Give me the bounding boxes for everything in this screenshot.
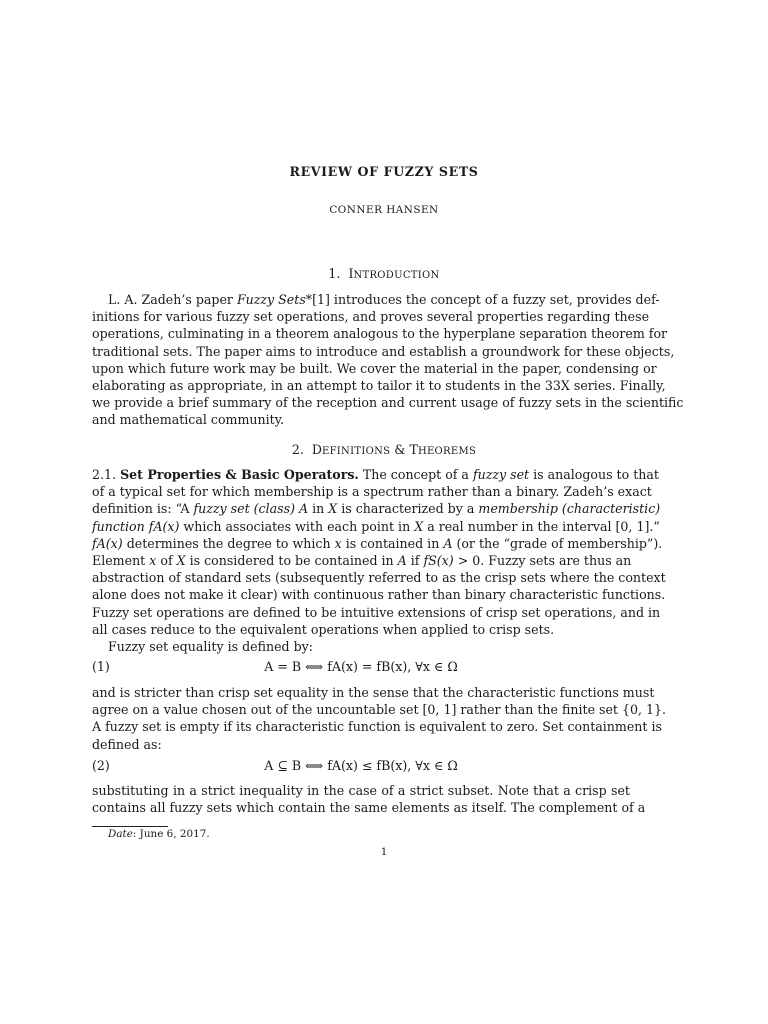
body-line: defined as: — [92, 736, 162, 752]
footnote-label: Date — [108, 828, 133, 840]
body-line-text: fA(x) determines the degree to which x is contained in A (or the “grade of membership”). — [92, 535, 663, 551]
intro-paragraph — [92, 291, 684, 429]
subsection-number: 2.1. — [92, 467, 117, 482]
equation-text: A ⊆ B ⟺ fA(x) ≤ fB(x), ∀x ∈ Ω — [264, 758, 458, 773]
intro-line: we provide a brief summary of the reception and current usage of fuzzy sets in the scientific — [92, 395, 684, 411]
body-line: all cases reduce to the equivalent operations when applied to crisp sets. — [92, 621, 555, 637]
intro-line: upon which future work may be built. We cover the material in the paper, condensing or — [92, 360, 657, 376]
footnote-text: : June 6, 2017. — [132, 828, 210, 840]
equation-body — [92, 659, 630, 674]
body-line-text: Element x of X is considered to be contained in A if fS(x) > 0. Fuzzy sets are thus an — [92, 553, 632, 569]
section-heading-introduction: 1. INTRODUCTION — [328, 266, 440, 281]
intro-line: traditional sets. The paper aims to introduce and establish a groundwork for these objects, — [92, 343, 675, 359]
body-line: substituting in a strict inequality in the case of a strict subset. Note that a crisp set — [92, 783, 630, 798]
author-name: CONNER HANSEN — [329, 204, 439, 216]
section-heading-definitions: 2. DEFINITIONS & THEOREMS — [291, 442, 477, 457]
body-line: alone does not make it clear) with continuous rather than binary characteristic functions. — [92, 587, 666, 603]
body-line: abstraction of standard sets (subsequently referred to as the crisp sets where the context — [92, 570, 666, 586]
footnote-rule — [92, 826, 168, 827]
section-title: DEFINITIONS & THEOREMS — [311, 442, 477, 457]
body-line — [92, 552, 630, 569]
subsection-title: Set Properties & Basic Operators. — [120, 467, 359, 482]
paper-title: REVIEW OF FUZZY SETS — [289, 164, 479, 179]
body-line-text: The concept of a fuzzy set is analogous to that — [362, 467, 659, 482]
body-line: and is stricter than crisp set equality in the sense that the characteristic functions must — [92, 685, 655, 700]
after-equation-1-paragraph — [92, 684, 667, 753]
after-equation-2-paragraph — [92, 782, 646, 816]
body-line-text: function fA(x) which associates with each point in X a real number in the interval [0, 1].” — [92, 518, 660, 534]
intro-line-text: L. A. Zadeh’s paper Fuzzy Sets*[1] introduces the concept of a fuzzy set, provides def- — [108, 292, 660, 307]
equation-text: A = B ⟺ fA(x) = fB(x), ∀x ∈ Ω — [264, 659, 458, 674]
body-line — [92, 535, 663, 552]
body-line: contains all fuzzy sets which contain the same elements as itself. The complement of a — [92, 800, 646, 816]
equation-number: (2) — [92, 758, 110, 773]
equation-number: (1) — [92, 659, 110, 674]
body-line: agree on a value chosen out of the uncountable set [0, 1] rather than the finite set {0, 1}. — [92, 702, 667, 718]
body-line: Fuzzy set equality is defined by: — [108, 639, 314, 655]
body-line: of a typical set for which membership is a spectrum rather than a binary. Zadeh’s exact — [92, 484, 652, 500]
body-line: A fuzzy set is empty if its characteristic function is equivalent to zero. Set containment is — [92, 719, 662, 735]
body-line — [92, 466, 659, 483]
body-line-text: definition is: “A fuzzy set (class) A in X is characterized by a membership (characteristic) — [92, 501, 661, 517]
intro-line: elaborating as appropriate, in an attempt to tailor it to students in the 33X series. Finally, — [92, 378, 666, 394]
intro-line — [92, 291, 660, 308]
intro-line: operations, culminating in a theorem analogous to the hyperplane separation theorem for — [92, 326, 668, 342]
definitions-paragraph — [92, 466, 666, 655]
intro-line: initions for various fuzzy set operations, and proves several properties regarding these — [92, 309, 650, 325]
body-line — [92, 500, 661, 517]
body-line — [92, 518, 660, 535]
equation-body — [92, 758, 630, 773]
intro-line: and mathematical community. — [92, 412, 285, 428]
body-line: Fuzzy set operations are defined to be intuitive extensions of crisp set operations, and in — [92, 604, 661, 620]
page-number: 1 — [380, 846, 388, 858]
footnote — [108, 828, 210, 840]
